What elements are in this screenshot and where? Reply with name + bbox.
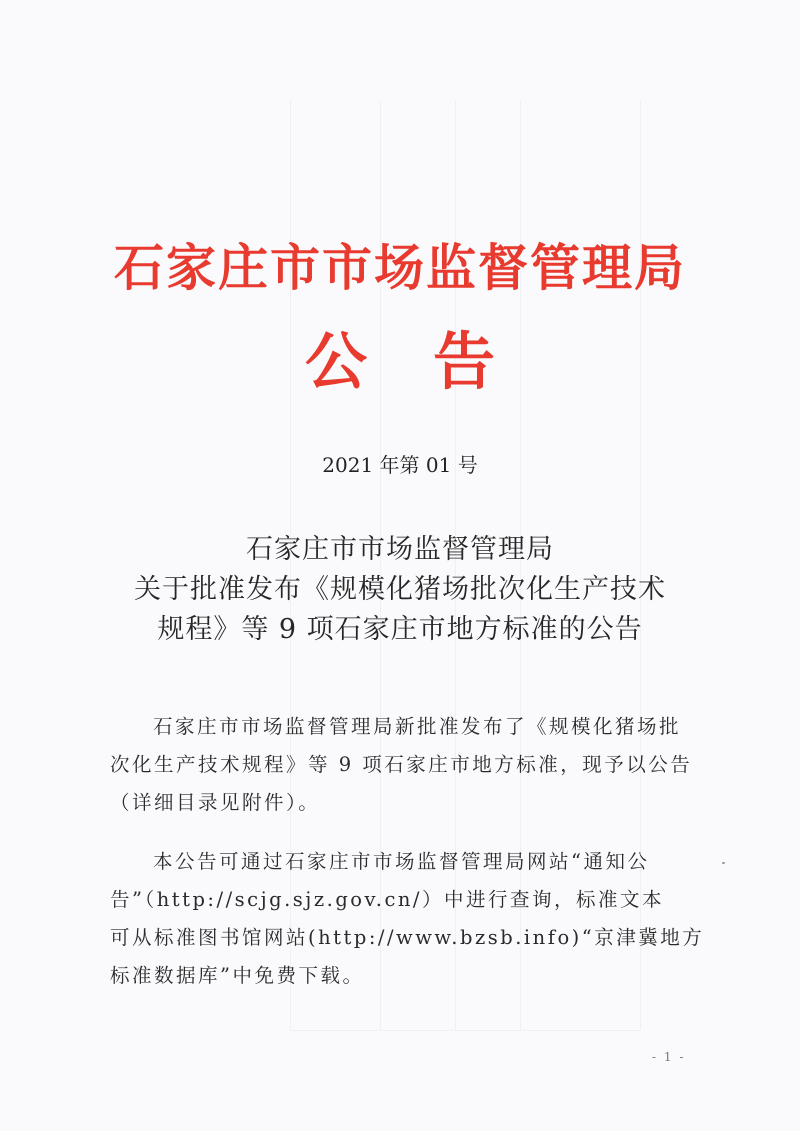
paragraph-line: 告”（http://scjg.sjz.gov.cn/）中进行查询，标准文本 xyxy=(110,888,664,911)
paragraph-line: 本公告可通过石家庄市市场监督管理局网站“通知公 xyxy=(153,850,650,873)
paragraph-line: 可从标准图书馆网站(http://www.bzsb.info)“京津冀地方 xyxy=(110,926,705,949)
subject-line: 关于批准发布《规模化猪场批次化生产技术 xyxy=(134,574,666,605)
paragraph-line: （详细目录见附件）。 xyxy=(110,791,321,814)
notice-title-char-2: 告 xyxy=(433,325,496,398)
body-paragraph-1 xyxy=(110,708,710,822)
paragraph-line: 次化生产技术规程》等 9 项石家庄市地方标准，现予以公告 xyxy=(110,753,693,776)
subject-line: 石家庄市市场监督管理局 xyxy=(246,534,554,565)
scan-speck xyxy=(722,862,725,864)
notice-subject xyxy=(0,530,800,650)
document-number: 2021 年第 01 号 xyxy=(322,453,478,477)
paragraph-line: 石家庄市市场监督管理局新批准发布了《规模化猪场批 xyxy=(153,715,682,738)
show-through-line xyxy=(290,1030,640,1031)
notice-title xyxy=(0,322,800,402)
issuing-authority-masthead: 石家庄市市场监督管理局 xyxy=(114,238,686,297)
paragraph-line: 标准数据库”中免费下载。 xyxy=(110,964,365,987)
page-number: - 1 - xyxy=(652,1050,686,1064)
body-paragraph-2 xyxy=(110,843,710,995)
subject-line: 规程》等 9 项石家庄市地方标准的公告 xyxy=(157,614,643,645)
notice-title-char-1: 公 xyxy=(304,325,367,398)
